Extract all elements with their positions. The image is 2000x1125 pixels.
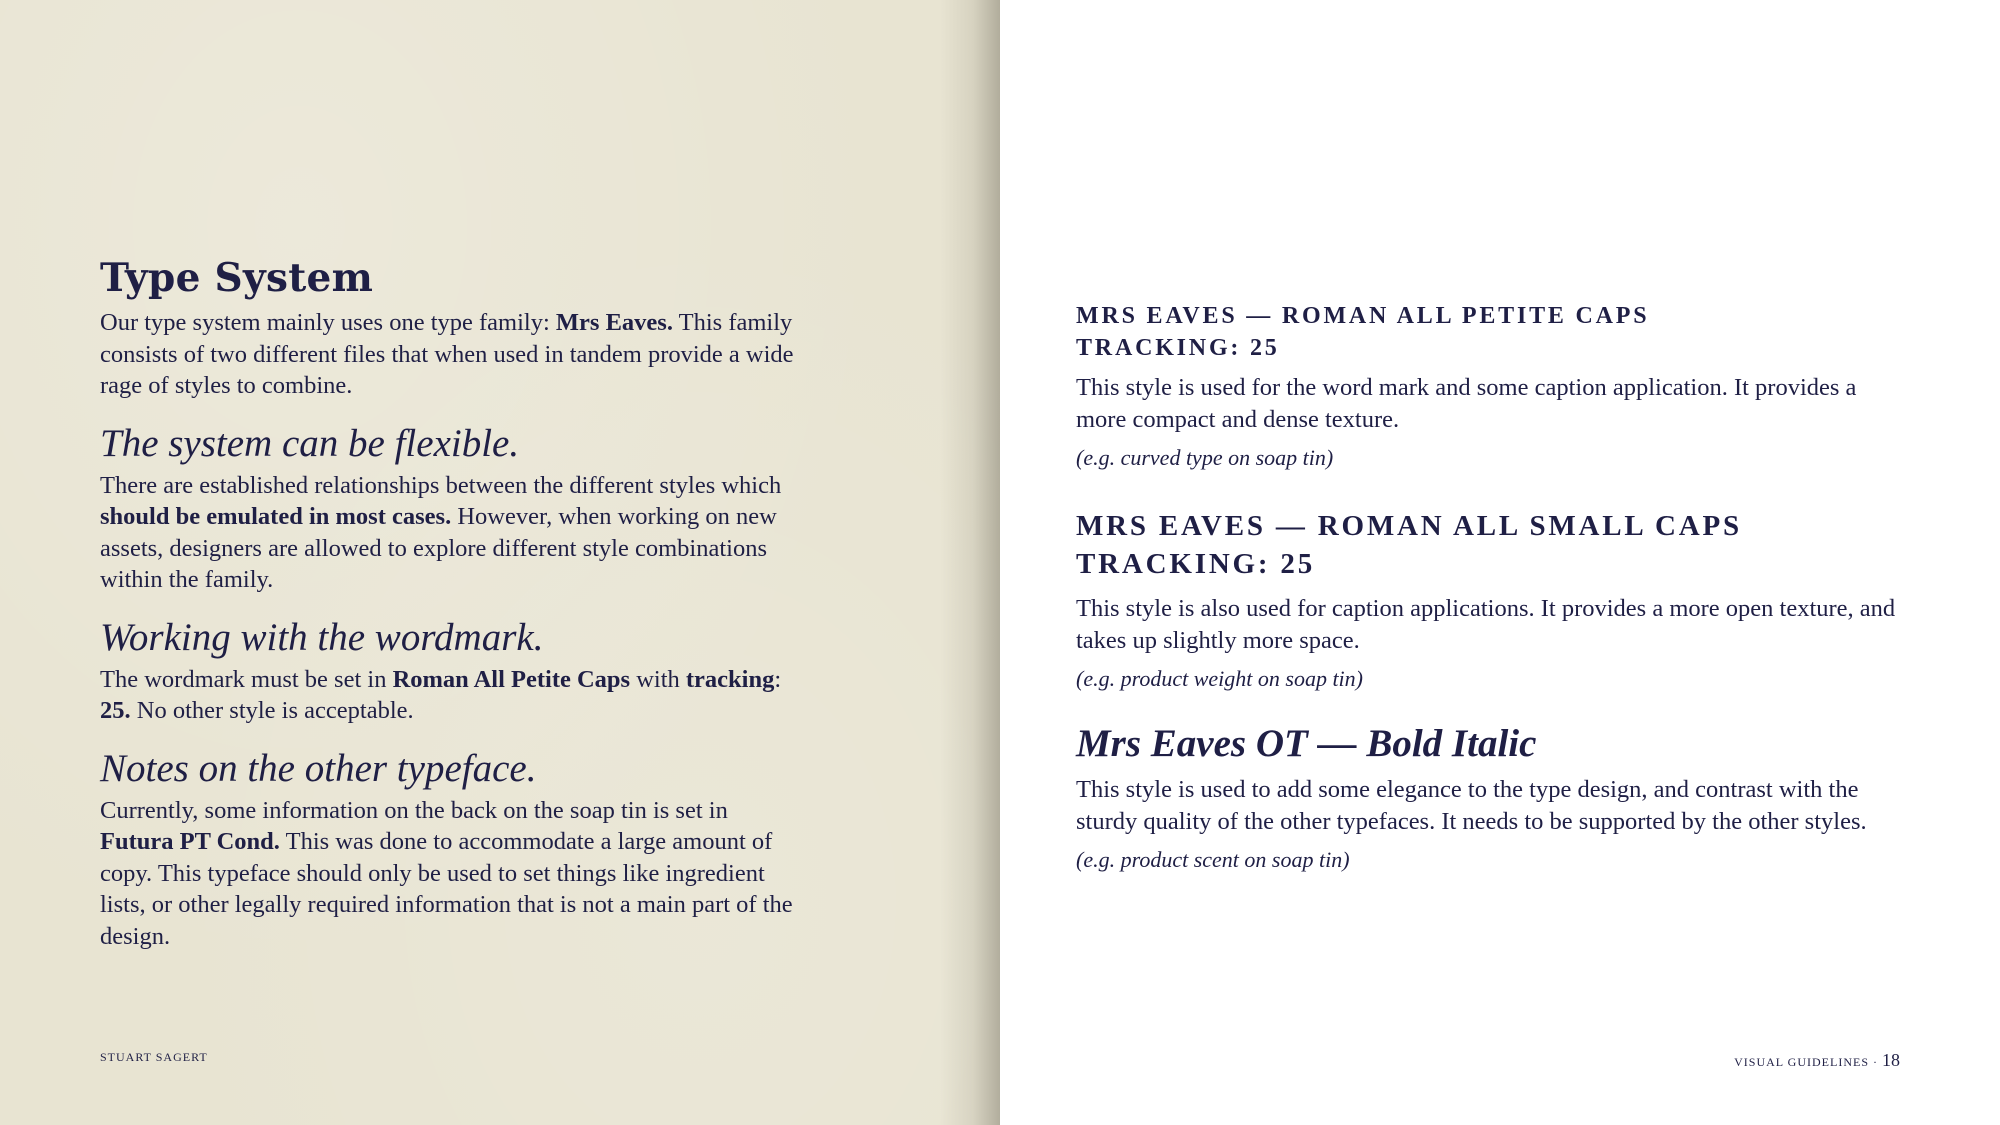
style-heading: MRS EAVES — ROMAN ALL SMALL CAPS [1076,510,1742,542]
section-heading-other-typeface: Notes on the other typeface. [100,746,537,790]
style-block-small-caps [1076,507,1896,692]
footer-section-label: VISUAL GUIDELINES · [1734,1055,1878,1069]
style-example: (e.g. product scent on soap tin) [1076,847,1350,872]
section-paragraph-wordmark: The wordmark must be set in Roman All Petite Caps with tracking: 25. No other style is acceptable. [100,665,782,724]
page-number: 18 [1882,1050,1900,1070]
right-content [1076,300,1896,873]
style-block-bold-italic [1076,722,1896,873]
intro-paragraph: Our type system mainly uses one type family: Mrs Eaves. This family consists of two different files that when used in tandem provide a wide rage of styles to combine. [100,309,794,399]
style-block-petite-caps [1076,300,1896,471]
left-content [100,255,800,952]
style-description: This style is used for the word mark and some caption application. It provides a more compact and dense texture. [1076,374,1857,433]
section-heading-flexible: The system can be flexible. [100,421,520,465]
style-example: (e.g. product weight on soap tin) [1076,666,1363,691]
style-tracking: TRACKING: 25 [1076,548,1316,580]
style-tracking: TRACKING: 25 [1076,335,1280,361]
style-example: (e.g. curved type on soap tin) [1076,445,1334,470]
section-heading-wordmark: Working with the wordmark. [100,615,544,659]
style-description: This style is used to add some elegance to the type design, and contrast with the sturdy quality of the other typefaces. It needs to be supported by the other styles. [1076,776,1867,835]
page-spine-shadow [940,0,1000,1125]
style-description: This style is also used for caption applications. It provides a more open texture, and takes up slightly more space. [1076,595,1896,654]
style-heading: Mrs Eaves OT — Bold Italic [1076,722,1537,765]
page-title: Type System [100,255,374,301]
style-heading: MRS EAVES — ROMAN ALL PETITE CAPS [1076,303,1650,329]
footer-page-info [1734,1050,1900,1071]
footer-author: STUART SAGERT [100,1050,208,1064]
section-paragraph-other-typeface: Currently, some information on the back on the soap tin is set in Futura PT Cond. This was done to accommodate a large amount of copy. This typeface should only be used to set things like ingredient lists, or other legally required information that is not a main part of the design. [100,796,793,950]
section-paragraph-flexible: There are established relationships between the different styles which should be emulated in most cases. However, when working on new assets, designers are allowed to explore different style combinations within the family. [100,471,782,593]
